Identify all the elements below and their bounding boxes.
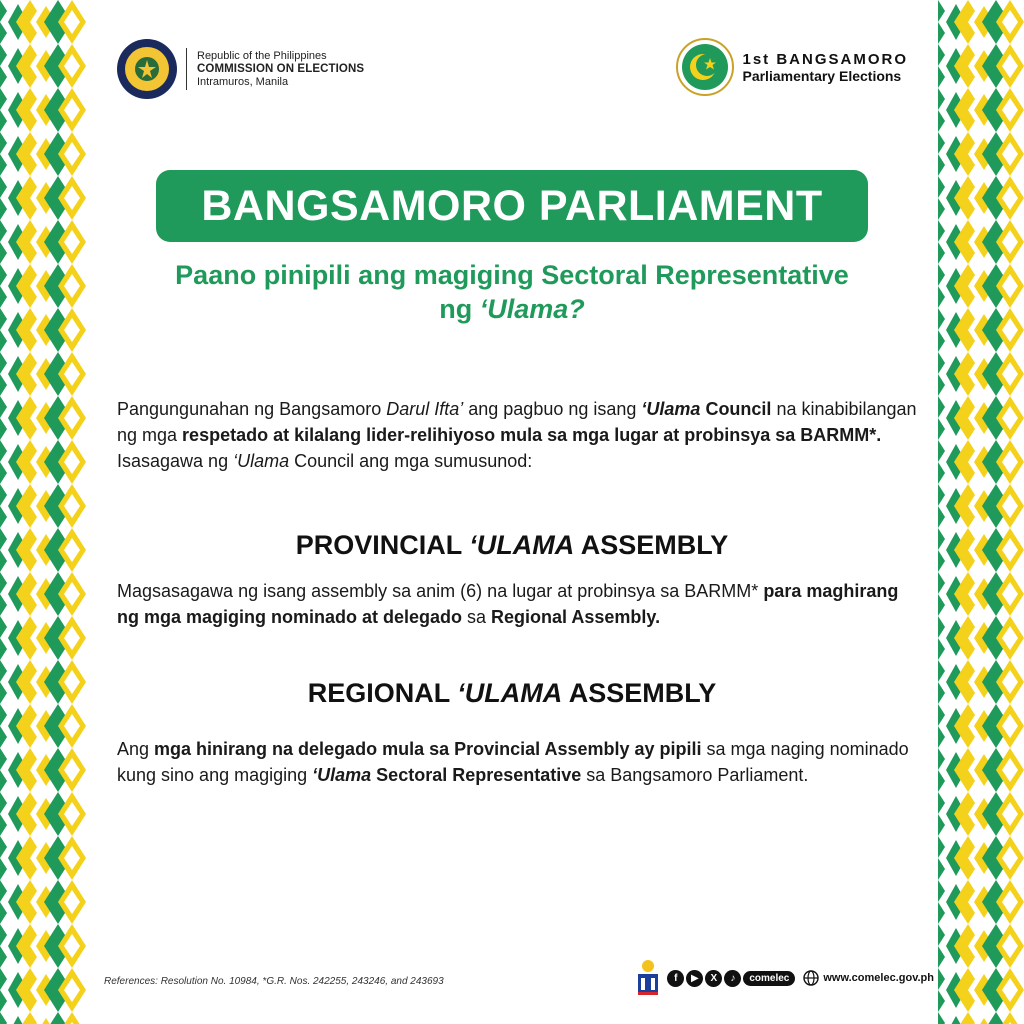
regional-heading — [86, 678, 938, 709]
social-links — [667, 970, 795, 987]
globe-icon — [803, 970, 819, 986]
page-title: BANGSAMORO PARLIAMENT — [156, 170, 868, 242]
bangsamoro-seal-icon — [676, 38, 734, 96]
provincial-heading-b: ASSEMBLY — [574, 530, 729, 560]
provincial-bold-1: para maghirang ng mga magiging nominado at delegado — [117, 581, 899, 627]
references-note: References: Resolution No. 10984, *G.R. Nos. 242255, 243246, and 243693 — [104, 976, 444, 987]
social-handle[interactable]: comelec — [743, 971, 795, 986]
subtitle-line2 — [86, 292, 938, 326]
subtitle-ulama: ‘Ulama? — [479, 294, 585, 324]
bangsamoro-elections-text — [742, 51, 908, 84]
event-line1: 1st BANGSAMORO — [742, 50, 908, 68]
intro-darul-ifta: Darul Ifta’ — [386, 399, 464, 419]
regional-heading-b: ASSEMBLY — [562, 678, 717, 708]
provincial-heading-ulama: ‘ULAMA — [469, 530, 575, 560]
intro-text-3: ang pagbuo ng isang — [463, 399, 642, 419]
regional-paragraph — [117, 736, 917, 788]
regional-text-1: Ang — [117, 739, 155, 759]
subtitle-prefix: ng — [439, 294, 480, 324]
regional-heading-ulama: ‘ULAMA — [457, 678, 563, 708]
website-url: www.comelec.gov.ph — [823, 972, 934, 984]
comelec-text — [197, 50, 364, 89]
provincial-text-3: sa — [462, 607, 492, 627]
intro-council: Council — [700, 399, 772, 419]
intro-text-6: na kinabibilangan ng mga — [117, 399, 917, 445]
intro-bold-leaders: respetado at kilalang lider-relihiyoso mula sa mga lugar at probinsya sa BARMM*. — [182, 425, 882, 445]
left-pattern-border — [0, 0, 86, 1024]
comelec-name: COMMISSION ON ELECTIONS — [197, 62, 365, 75]
subtitle-line1: Paano pinipili ang magiging Sectoral Representative — [175, 260, 849, 290]
poster-content — [86, 0, 938, 1024]
comelec-location: Intramuros, Manila — [197, 75, 289, 88]
bagong-pilipinas-logo-icon — [635, 958, 661, 998]
provincial-heading — [86, 530, 938, 561]
event-line2: Parliamentary Elections — [742, 67, 902, 84]
right-pattern-border — [938, 0, 1024, 1024]
website-link[interactable] — [803, 970, 934, 986]
regional-text-6: sa Bangsamoro Parliament. — [581, 765, 809, 785]
bangsamoro-elections-brand — [676, 38, 908, 96]
intro-text-10: Council ang mga sumusunod: — [289, 451, 533, 471]
regional-heading-a: REGIONAL — [307, 678, 458, 708]
subtitle — [86, 258, 938, 326]
regional-bold-1: mga hinirang na delegado mula sa Provincial Assembly ay pipili — [154, 739, 702, 759]
footer-contacts — [635, 958, 934, 998]
intro-text-8: Isasagawa ng — [117, 451, 234, 471]
youtube-icon[interactable]: ▶ — [686, 970, 703, 987]
comelec-seal-icon — [116, 38, 178, 100]
header-separator — [186, 48, 187, 90]
tiktok-icon[interactable]: ♪ — [724, 970, 741, 987]
provincial-bold-2: Regional Assembly. — [491, 607, 661, 627]
regional-ulama: ‘Ulama — [312, 765, 372, 785]
provincial-paragraph — [117, 578, 917, 630]
comelec-country: Republic of the Philippines — [197, 49, 327, 62]
provincial-text-1: Magsasagawa ng isang assembly sa anim (6) na lugar at probinsya sa BARMM* — [117, 581, 764, 601]
regional-text-3: sa mga naging nominado kung sino ang magiging — [117, 739, 909, 785]
intro-paragraph — [117, 396, 917, 474]
intro-text-1: Pangungunahan ng Bangsamoro — [117, 399, 387, 419]
x-icon[interactable]: X — [705, 970, 722, 987]
provincial-heading-a: PROVINCIAL — [295, 530, 470, 560]
regional-bold-2: Sectoral Representative — [371, 765, 582, 785]
intro-ulama: ‘Ulama — [641, 399, 701, 419]
intro-ulama-2: ‘Ulama — [233, 451, 290, 471]
comelec-brand — [116, 38, 364, 100]
facebook-icon[interactable]: f — [667, 970, 684, 987]
